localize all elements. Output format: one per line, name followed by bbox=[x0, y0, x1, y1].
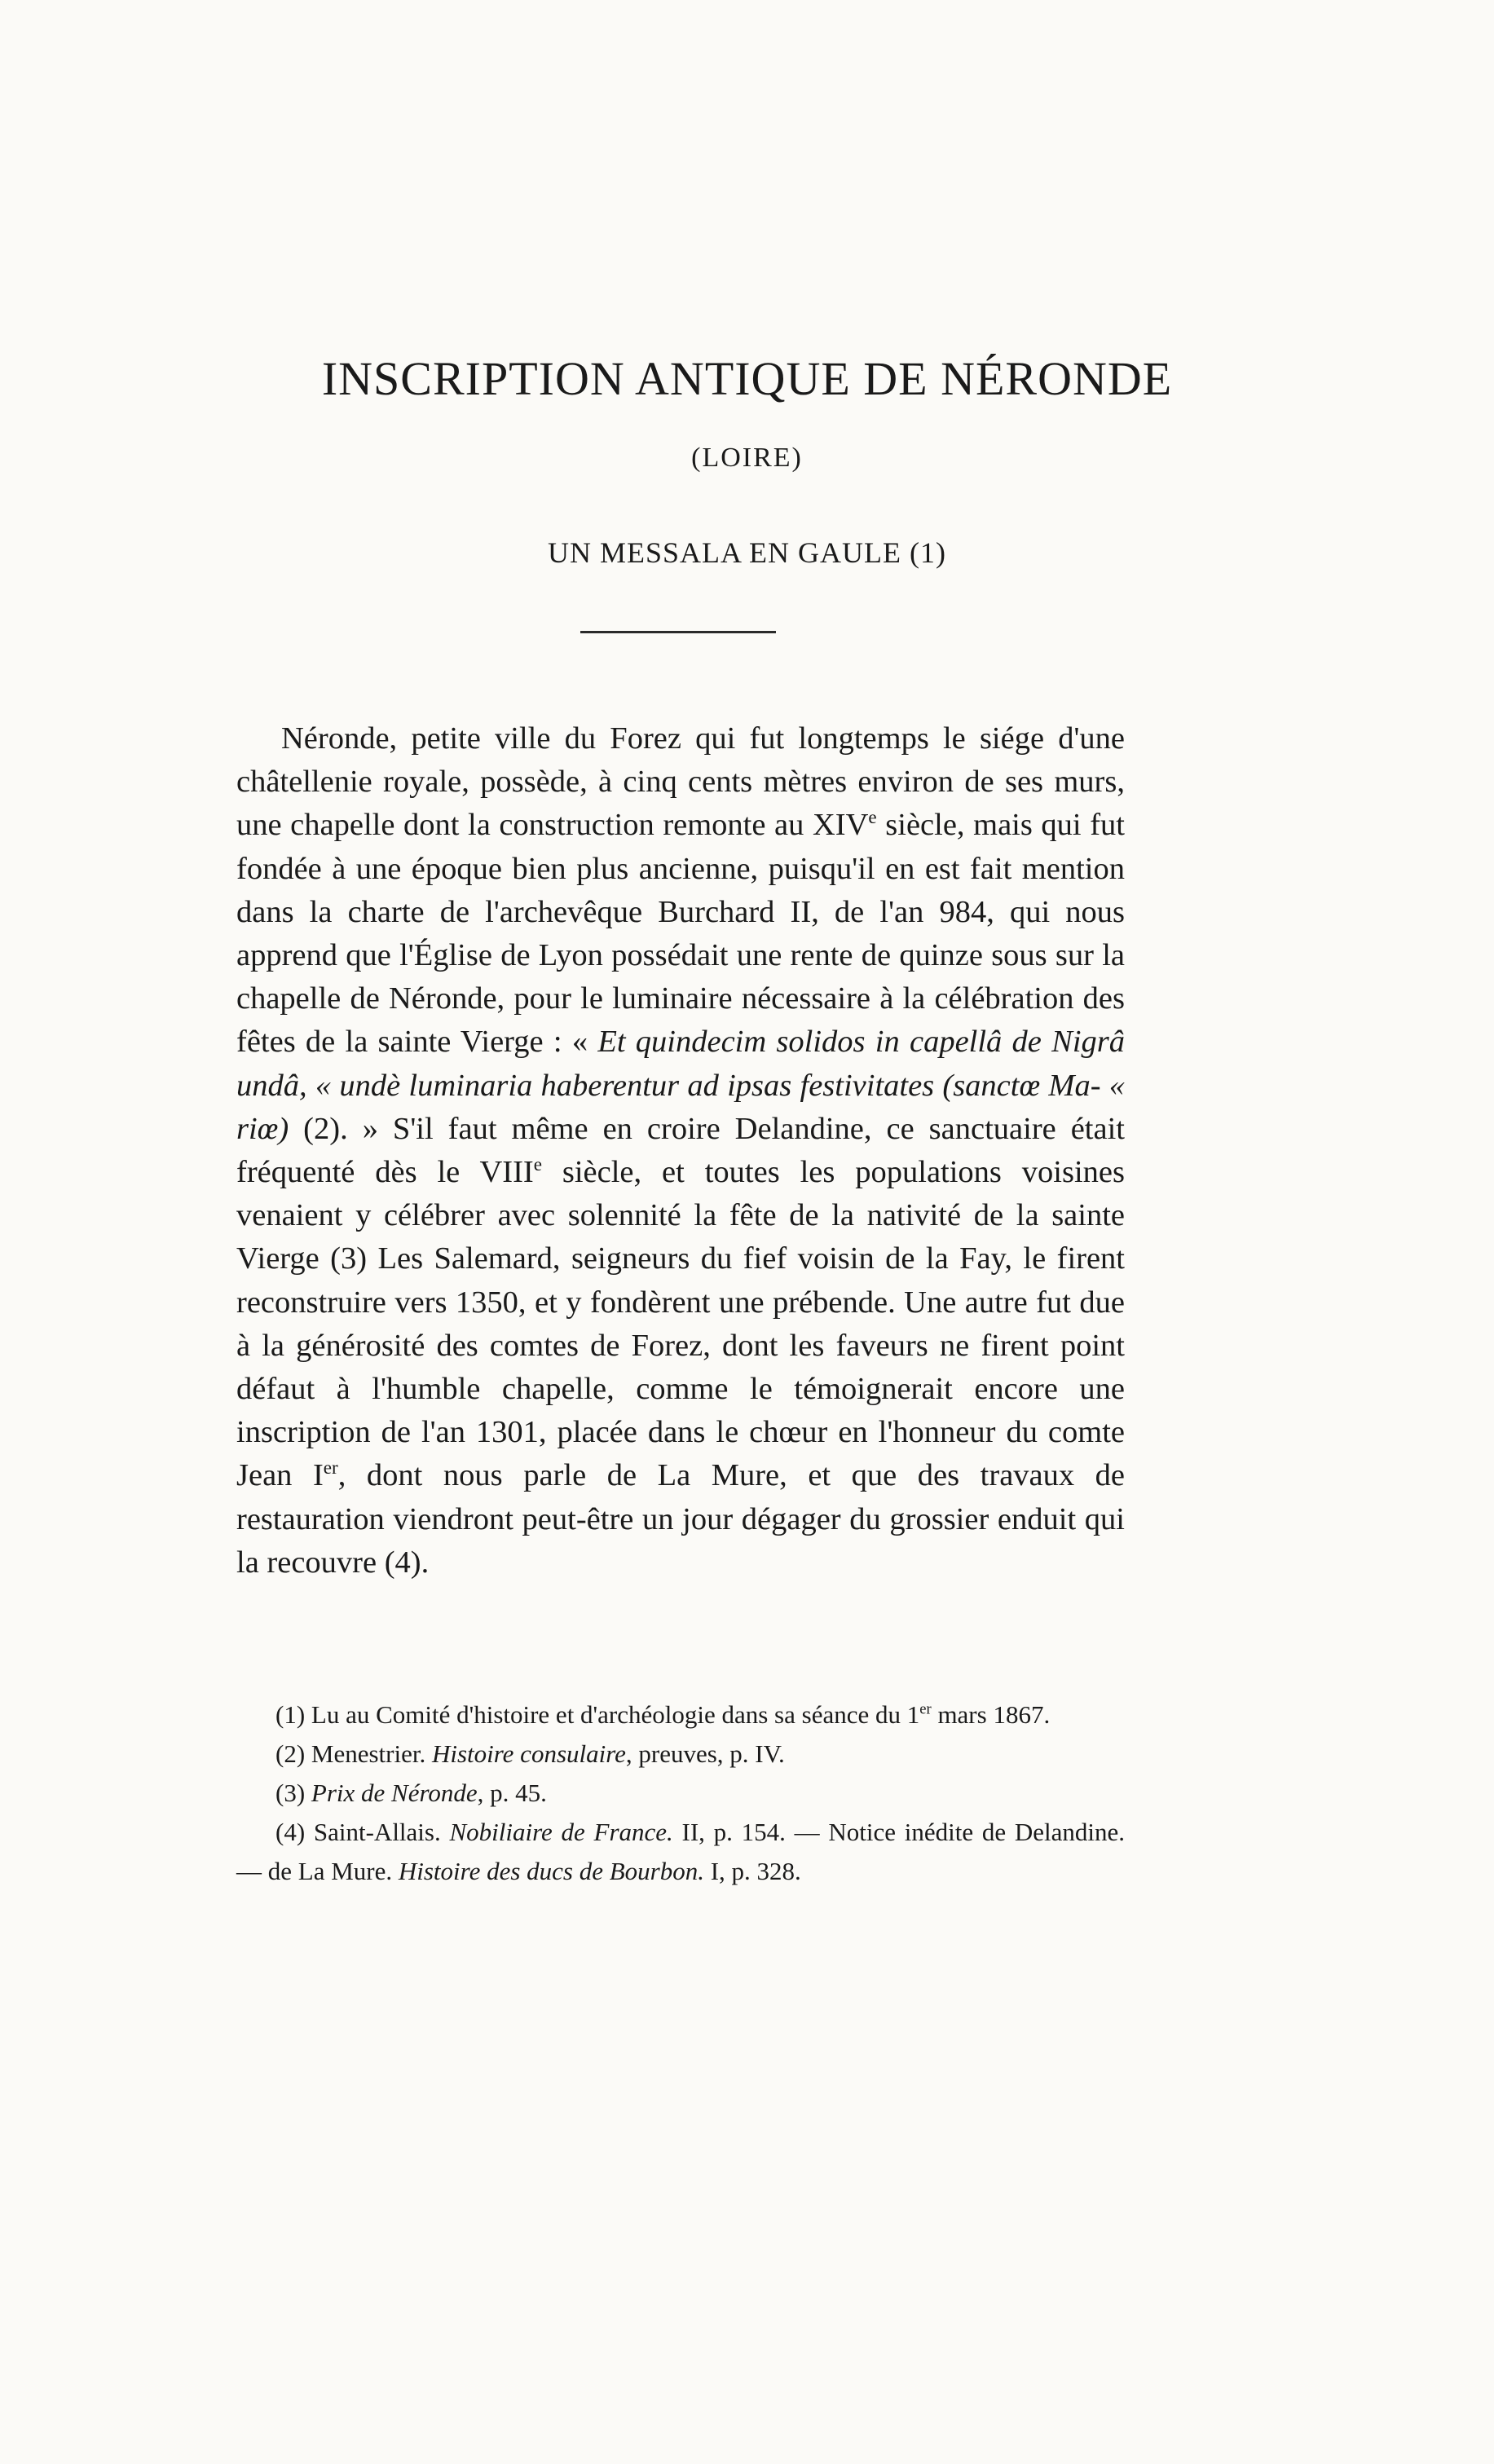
article-subtitle: UN MESSALA EN GAULE (1) bbox=[548, 536, 946, 569]
text-run: siècle, et toutes les populations voisines venaient y célébrer avec solennité la fête de la nativité de la sainte Vierge (3) Les Salemard, seigneurs du fief voisin de la Fay, le firent reconstruire vers 1350, et y fondèrent une prébende. Une autre fut due à la générosité des comtes de Forez, dont les faveurs ne firent point défaut à l'humble chapelle, comme le témoignerait encore une inscription de l'an 1301, placée dans le chœur en l'honneur du comte Jean I bbox=[236, 1155, 1125, 1493]
book-title: Prix de Néronde bbox=[311, 1779, 478, 1807]
superscript: e bbox=[868, 806, 877, 828]
footnote-3 bbox=[236, 1774, 1125, 1813]
superscript: e bbox=[533, 1153, 542, 1175]
text-run: II, p. 154. — Notice inédite de Delandine. — de La Mure. bbox=[236, 1818, 1125, 1885]
text-run: (4) Saint-Allais. bbox=[275, 1818, 450, 1846]
text-run: , p. 45. bbox=[477, 1779, 547, 1807]
body-paragraph bbox=[236, 717, 1125, 1585]
latin-quote: Et quindecim solidos in capellâ de Nigrâ undâ, « undè luminaria haberentur ad ipsas festivitates (sanctœ Ma- « riœ) bbox=[236, 1025, 1125, 1146]
text-run: mars 1867. bbox=[931, 1700, 1051, 1729]
footnote-1 bbox=[236, 1695, 1125, 1734]
text-run: Néronde, petite ville du Forez qui fut longtemps le siége d'une châtellenie royale, possède, à cinq cents mètres environ de ses murs, une chapelle dont la construction remonte au XIV bbox=[236, 721, 1125, 843]
region-subtitle: (LOIRE) bbox=[691, 443, 803, 473]
superscript: er bbox=[919, 1700, 932, 1718]
footnote-4 bbox=[236, 1813, 1125, 1891]
text-run: siècle, mais qui fut fondée à une époque bien plus ancienne, puisqu'il en est fait mention dans la charte de l'archevêque Burchard II, de l'an 984, qui nous apprend que l'Église de Lyon possédait une rente de quinze sous sur la chapelle de Néronde, pour le luminaire nécessaire à la célébration des fêtes de la sainte Vierge : « bbox=[236, 808, 1125, 1060]
page-title: INSCRIPTION ANTIQUE DE NÉRONDE bbox=[321, 352, 1173, 405]
footnotes bbox=[236, 1695, 1125, 1891]
text-run: (1) Lu au Comité d'histoire et d'archéologie dans sa séance du 1 bbox=[275, 1700, 920, 1729]
text-run: (2) Menestrier. bbox=[275, 1739, 432, 1768]
superscript: er bbox=[323, 1457, 338, 1479]
book-title: Nobiliaire de France. bbox=[449, 1818, 673, 1846]
text-run: (2). » S'il faut même en croire Delandine, ce sanctuaire était fréquenté dès le VIII bbox=[236, 1111, 1125, 1190]
text-run: I, p. 328. bbox=[703, 1857, 801, 1885]
text-run: , dont nous parle de La Mure, et que des travaux de restauration viendront peut-être un jour dégager du grossier enduit qui la recouvre (4). bbox=[236, 1458, 1126, 1580]
paragraph-1 bbox=[236, 717, 1125, 1585]
book-title: Histoire des ducs de Bourbon. bbox=[398, 1857, 704, 1885]
title-divider bbox=[580, 631, 776, 633]
footnote-2 bbox=[236, 1734, 1125, 1774]
text-run: (3) bbox=[275, 1779, 311, 1807]
text-run: , preuves, p. IV. bbox=[625, 1739, 785, 1768]
book-title: Histoire consulaire bbox=[431, 1739, 626, 1768]
